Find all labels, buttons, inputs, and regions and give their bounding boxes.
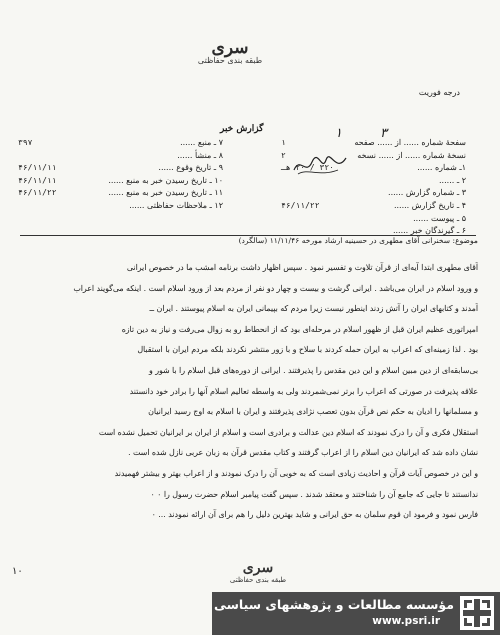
body-line: امپراتوری عظیم ایران قبل از ظهور اسلام در مرحله‌ای بود که از انحطاط رو به زوال می‌رفت و نیاز به دین تازه	[121, 324, 478, 334]
field-row: ۶ ـ گیرندگان خبر ......	[392, 226, 466, 236]
field-row: ۱۲ ـ ملاحظات حفاظتی ......	[129, 200, 223, 210]
classification-stamp-subtext: طبقه بندی حفاظتی	[197, 56, 263, 65]
field-row: ۹ ـ تاریخ وقوع ...... ۴۶/۱۱/۱۱	[18, 163, 223, 173]
handwritten-mark: ۳	[380, 126, 387, 141]
corner-mark: ۱۰	[12, 566, 23, 577]
body-line: آقای مطهری ابتدا آیه‌ای از قرآن تلاوت و تفسیر نمود . سپس اظهار داشت برنامه امشب ما در خصوص ایرانی	[126, 263, 478, 272]
subject-line: موضوع: سخنرانی آقای مطهری در حسینیه ارشاد مورخه ۱۱/۱۱/۴۶ (سالگرد)	[238, 236, 478, 245]
field-row: سفحهٔ شماره ...... از ...... صفحه ۱	[281, 138, 466, 147]
body-line: بی‌سابقه‌ای از دین مبین اسلام و این دین مقدس را پذیرفتند . ایرانی از دوره‌های قبل اسلام را با شور و	[148, 365, 478, 375]
field-row: ۲ ـ ......	[439, 175, 466, 185]
footer-institute-name: مؤسسه مطالعات و پژوهشهای سیاسی	[213, 597, 454, 612]
field-row: ۱۰ ـ تاریخ رسیدن خبر به منبع ...... ۴۶/۱۱/۱۱	[18, 175, 223, 185]
field-row: ۳ ـ شماره گزارش ......	[388, 188, 466, 198]
field-row: ۸ ـ منشأ ......	[177, 150, 223, 160]
body-line: استقلال فکری و آن را درک نمودند که اسلام دین عدالت و برادری است و اسلام از ایران بر ایرانیان تحمیل نشده است	[98, 427, 478, 437]
classification-stamp-text: سری	[211, 38, 249, 58]
body-line: ندانستند تا جایی که جامع آن را شناختند و معتقد شدند . سپس گفت پیامبر اسلام حضرت رسول را ۰ ۰	[150, 489, 478, 499]
priority-label: درجه فوریت	[418, 88, 460, 97]
psri-logo-icon	[460, 596, 494, 630]
body-line: بود . لذا زمینه‌ای که اعراب به ایران حمله کردند با سلاح و با زور منتشر نکردند بلکه مردم ایران با استقبال	[137, 345, 478, 355]
fields-left-column	[18, 137, 223, 213]
body-line: و مسلمانها را ادیان به حکم نص قرآن بدون تعصب نژادی پذیرفتند و ایران با اسلام به اوج رسید ایرانیان	[148, 407, 478, 417]
classification-stamp-bottom	[208, 560, 308, 584]
body-line: فارس نمود و فرمود ان قوم سلمان به حق ایرانی و شاید بهترین دلیل را هم برای آن ارائه نمودند ... ۰	[151, 510, 478, 520]
body-line: و این در خصوص آیات قرآن و احادیث زیادی است که به خوبی آن را درک نمودند و از اعراب بهتر و بیشتر فهمیدند	[114, 468, 478, 478]
publisher-footer	[212, 592, 500, 635]
body-line: نشان داده شد که ایرانیان دین اسلام را از اعراب گرفتند و کتاب مقدس قرآن به زبان عربی نازل شده است .	[128, 448, 478, 458]
field-row: نسخهٔ شماره ...... از ...... نسخه ۲	[281, 150, 466, 160]
signature-icon	[292, 150, 348, 180]
report-body	[22, 258, 478, 526]
field-row: ۵ ـ پیوست ......	[413, 213, 466, 223]
body-line: علاقه پذیرفت در صورتی که اعراب را برتر نمی‌شمردند ولی به واسطه تعالیم اسلام آنها را برادر خود دانستند	[129, 386, 478, 396]
classification-stamp-text: سری	[242, 560, 274, 576]
report-title: گزارش خبر	[220, 124, 264, 134]
field-row: ۷ ـ منبع ...... ۳۹۷	[18, 138, 223, 147]
handwritten-mark: ۱	[335, 126, 342, 141]
classification-stamp-top	[175, 38, 285, 78]
body-line: آمدند و کتابهای ایران را آتش زدند اینطور نیست زیرا مردم که بپیمانی ایران به اسلام پیوستند . ایران ــ	[149, 304, 478, 314]
field-row: ۴ ـ تاریخ گزارش ...... ۴۶/۱۱/۲۲	[281, 200, 466, 210]
body-line: و ورود اسلام در ایران می‌باشد . ایرانی گرشت و بیست و چهار دو نفر از مردم بعد از ورود اسلام است . اینکه می‌گویند اعراب	[73, 283, 478, 293]
classification-stamp-subtext: طبقه بندی حفاظتی	[229, 576, 287, 584]
field-row: ۱ـ شماره ...... ۳۲۰ / ۲۰ هـ	[281, 163, 466, 173]
footer-url[interactable]: www.psri.ir	[372, 615, 440, 627]
field-row: ۱۱ ـ تاریخ رسیدن خبر به منبع ...... ۴۶/۱۱/۲۲	[18, 188, 223, 198]
